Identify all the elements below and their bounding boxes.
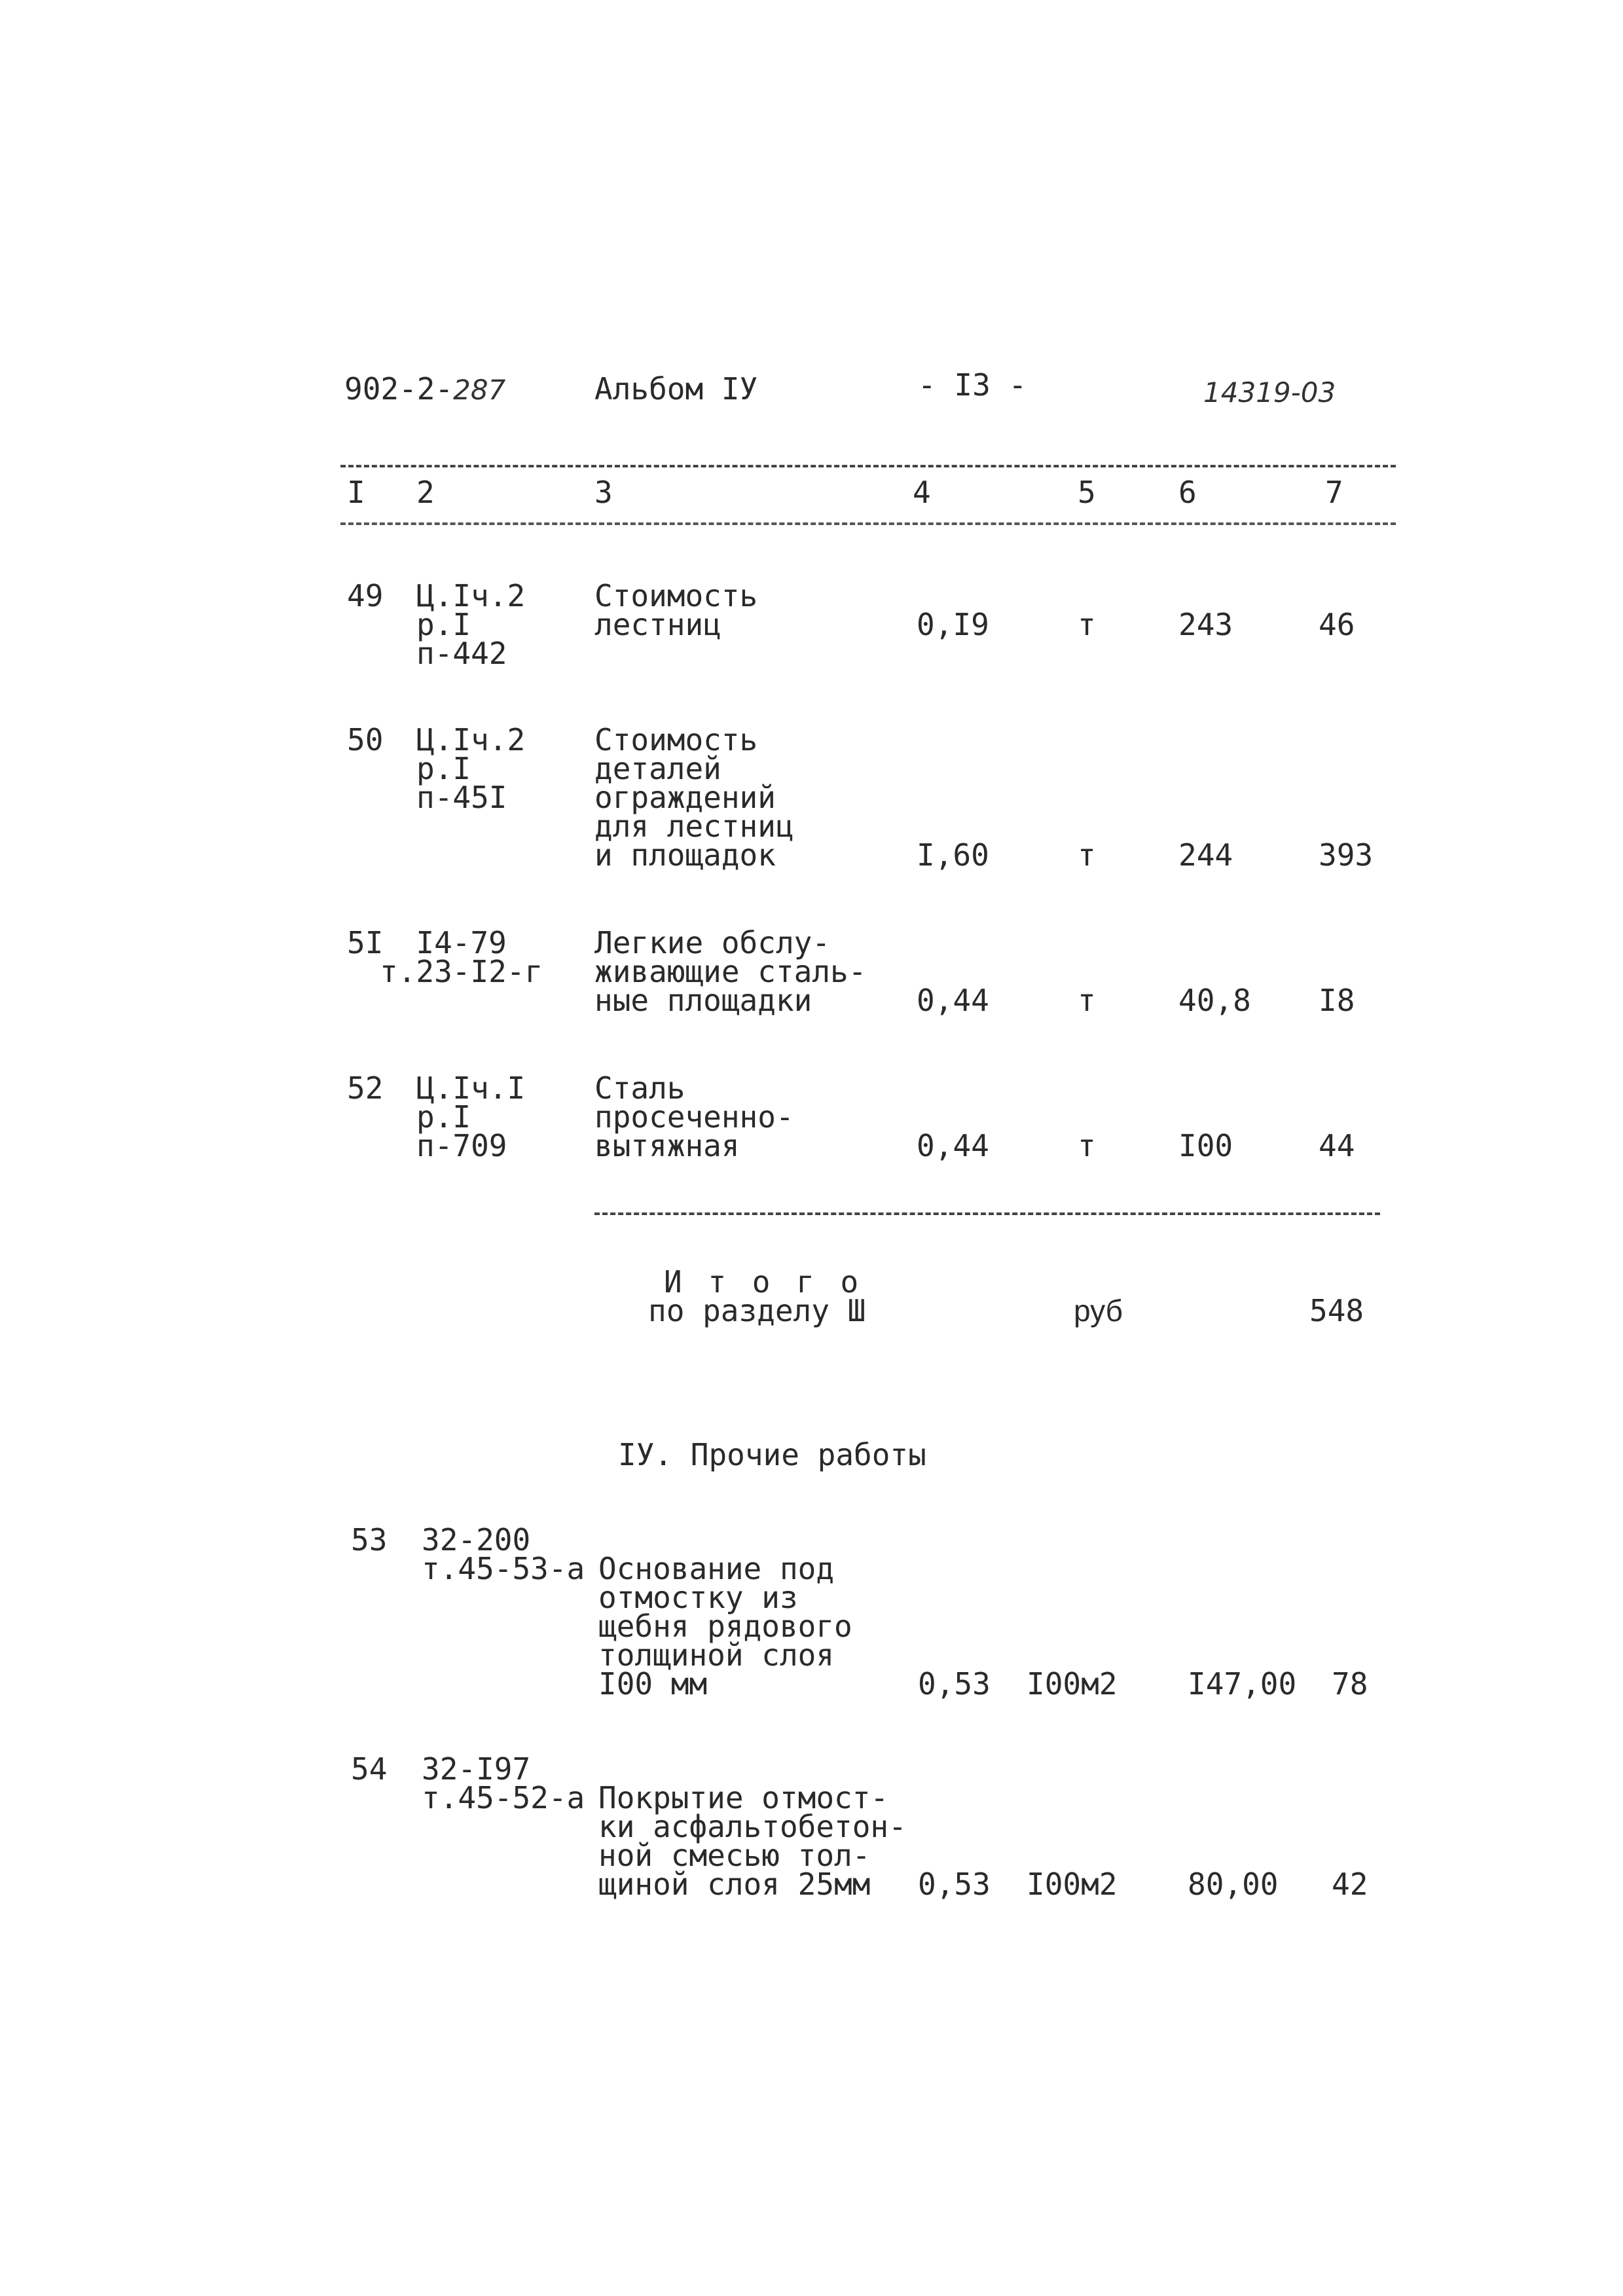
row-unit: т (1078, 983, 1096, 1018)
row-unit: I00м2 (1027, 1666, 1118, 1702)
row-description: Стоимость лестниц (594, 578, 758, 642)
row-total: 78 (1332, 1666, 1368, 1702)
row-number: 49 (347, 578, 384, 613)
section-title: IУ. Прочие работы (618, 1437, 926, 1472)
row-number: 52 (347, 1070, 384, 1106)
doc-code-suffix: 287 (453, 374, 506, 406)
subtotal-rule (594, 1212, 1380, 1215)
subtotal-total: 548 (1309, 1293, 1364, 1328)
col-index-3: 3 (594, 475, 613, 510)
row-unit: т (1078, 607, 1096, 642)
row-number: 54 (351, 1751, 388, 1787)
subtotal-label-line1: И т о г о (664, 1264, 863, 1300)
row-quantity: 0,I9 (917, 607, 989, 642)
doc-code (344, 371, 506, 407)
row-code: Ц.Iч.I р.I п-709 (416, 1070, 526, 1163)
col-index-6: 6 (1178, 475, 1197, 510)
row-price: I47,00 (1188, 1666, 1297, 1702)
subtotal-unit: руб (1074, 1294, 1123, 1328)
handwritten-ref: 14319-03 (1203, 376, 1336, 409)
row-quantity: 0,44 (917, 1128, 989, 1163)
row-description: Сталь просеченно- вытяжная (594, 1070, 794, 1163)
row-quantity: I,60 (917, 837, 989, 873)
row-description: Покрытие отмост- ки асфальтобетон- ной смесью тол- щиной слоя 25мм (598, 1780, 907, 1902)
row-unit: т (1078, 837, 1096, 873)
col-index-4: 4 (913, 475, 931, 510)
row-price: I00 (1178, 1128, 1233, 1163)
row-number: 53 (351, 1522, 388, 1558)
row-total: 393 (1319, 837, 1374, 873)
row-price: 243 (1178, 607, 1233, 642)
col-index-5: 5 (1078, 475, 1096, 510)
doc-code-prefix: 902-2- (344, 371, 454, 407)
row-quantity: 0,53 (918, 1666, 991, 1702)
row-quantity: 0,53 (918, 1867, 991, 1902)
page-number: - I3 - (918, 367, 1027, 403)
col-index-2: 2 (416, 475, 435, 510)
row-description: Стоимость деталей ограждений для лестниц и площадок (594, 722, 794, 873)
row-price: 244 (1178, 837, 1233, 873)
row-number: 5I (347, 925, 384, 960)
header-rule-top (340, 465, 1396, 467)
album-label: Альбом IУ (594, 371, 758, 407)
row-code: Ц.Iч.2 р.I п-442 (416, 578, 526, 671)
row-total: 46 (1319, 607, 1355, 642)
header-rule-bottom (340, 522, 1396, 525)
row-code: 32-200 т.45-53-а (422, 1522, 585, 1586)
row-code: Ц.Iч.2 р.I п-45I (416, 722, 526, 815)
row-total: I8 (1319, 983, 1355, 1018)
row-unit: I00м2 (1027, 1867, 1118, 1902)
row-description: Основание под отмостку из щебня рядового толщиной слоя I00 мм (598, 1551, 852, 1702)
row-code: 32-I97 т.45-52-а (422, 1751, 585, 1815)
row-total: 44 (1319, 1128, 1355, 1163)
col-index-7: 7 (1325, 475, 1343, 510)
row-price: 80,00 (1188, 1867, 1279, 1902)
subtotal-label-line2: по разделу Ш (648, 1293, 866, 1328)
col-index-1: I (347, 475, 365, 510)
row-quantity: 0,44 (917, 983, 989, 1018)
row-total: 42 (1332, 1867, 1368, 1902)
row-code: I4-79 т.23-I2-г (380, 925, 543, 989)
row-number: 50 (347, 722, 384, 757)
row-price: 40,8 (1178, 983, 1251, 1018)
row-unit: т (1078, 1128, 1096, 1163)
row-description: Легкие обслу- живающие сталь- ные площадки (594, 925, 867, 1018)
